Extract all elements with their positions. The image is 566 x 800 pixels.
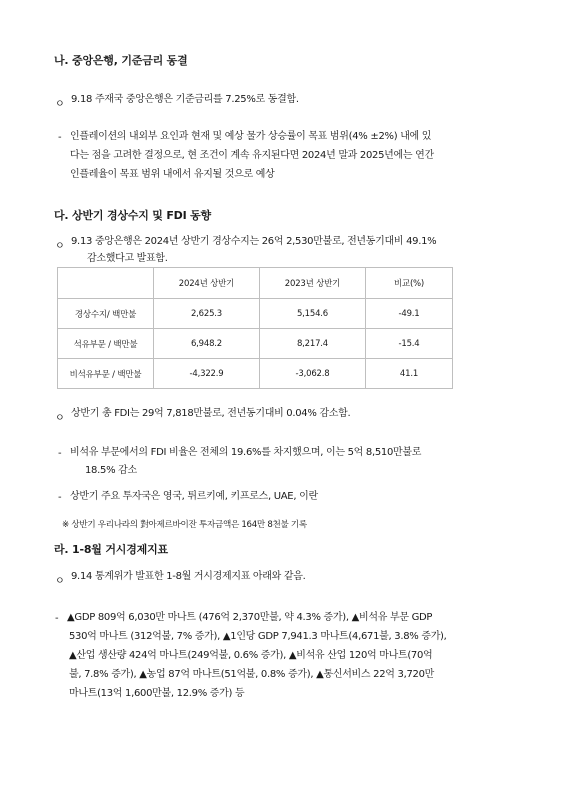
bullet-mark: ㅇ — [55, 99, 65, 110]
bullet-mark: ㅇ — [55, 413, 65, 424]
table-cell: 석유부문 / 백만불 — [58, 329, 154, 359]
current-account-table — [57, 267, 453, 389]
da-note: ※ 상반기 우리나라의 對아제르바이잔 투자금액은 164만 8천불 기록 — [62, 520, 307, 530]
table-cell: -15.4 — [366, 329, 453, 359]
na-dash-1-line-2: 다는 점을 고려한 결정으로, 현 조건이 계속 유지된다면 2024년 말과 2025년에는 연간 — [70, 150, 434, 161]
table-row — [58, 359, 453, 389]
table-cell: 6,948.2 — [154, 329, 260, 359]
table-header-cell: 2023년 상반기 — [260, 268, 366, 299]
bullet-mark: ㅇ — [55, 576, 65, 587]
ra-bullet-1: 9.14 통계위가 발표한 1-8월 거시경제지표 아래와 같음. — [71, 571, 306, 582]
na-dash-1-line-1: 인플레이션의 내외부 요인과 현재 및 예상 물가 상승률이 목표 범위(4% ±2%) 내에 있 — [70, 131, 432, 142]
dash-mark: - — [58, 132, 62, 143]
da-dash-2: 상반기 주요 투자국은 영국, 튀르키예, 키프로스, UAE, 이란 — [70, 491, 318, 502]
table-cell: -3,062.8 — [260, 359, 366, 389]
table-cell: 5,154.6 — [260, 299, 366, 329]
section-heading-na: 나. 중앙은행, 기준금리 동결 — [54, 54, 188, 67]
na-dash-1-line-3: 인플레율이 목표 범위 내에서 유지될 것으로 예상 — [70, 169, 275, 180]
dash-mark: - — [55, 613, 59, 624]
da-bullet-1-line-1: 9.13 중앙은행은 2024년 상반기 경상수지는 26억 2,530만불로, 전년동기대비 49.1% — [71, 236, 437, 247]
na-bullet-1: 9.18 주재국 중앙은행은 기준금리를 7.25%로 동결함. — [71, 94, 299, 105]
table-row — [58, 299, 453, 329]
table-header-cell: 2024년 상반기 — [154, 268, 260, 299]
da-dash-1-line-2: 18.5% 감소 — [85, 465, 137, 476]
da-dash-1-line-1: 비석유 부문에서의 FDI 비율은 전체의 19.6%를 차지했으며, 이는 5억 8,510만불로 — [70, 447, 422, 458]
table-header-cell — [58, 268, 154, 299]
ra-dash-1-line-4: 불, 7.8% 증가), ▲농업 87억 마나트(51억불, 0.8% 증가), ▲통신서비스 22억 3,720만 — [69, 669, 434, 680]
dash-mark: - — [58, 448, 62, 459]
ra-dash-1-line-3: ▲산업 생산량 424억 마나트(249억불, 0.6% 증가), ▲비석유 산업 120억 마나트(70억 — [69, 650, 433, 661]
table-cell: 2,625.3 — [154, 299, 260, 329]
table-row — [58, 329, 453, 359]
table-cell: -4,322.9 — [154, 359, 260, 389]
ra-dash-1-line-5: 마나트(13억 1,600만불, 12.9% 증가) 등 — [69, 688, 245, 699]
ra-dash-1-line-1: ▲GDP 809억 6,030만 마나트 (476억 2,370만불, 약 4.3% 증가), ▲비석유 부문 GDP — [67, 612, 433, 623]
table-cell: 41.1 — [366, 359, 453, 389]
table-cell: 비석유부문 / 백만불 — [58, 359, 154, 389]
table-cell: -49.1 — [366, 299, 453, 329]
table-cell: 경상수지/ 백만불 — [58, 299, 154, 329]
table-header-cell: 비교(%) — [366, 268, 453, 299]
da-bullet-1-line-2: 감소했다고 발표함. — [87, 253, 168, 264]
da-bullet-2: 상반기 총 FDI는 29억 7,818만불로, 전년동기대비 0.04% 감소함. — [71, 408, 351, 419]
table-cell: 8,217.4 — [260, 329, 366, 359]
section-heading-ra: 라. 1-8월 거시경제지표 — [54, 543, 168, 556]
dash-mark: - — [58, 492, 62, 503]
ra-dash-1-line-2: 530억 마나트 (312억불, 7% 증가), ▲1인당 GDP 7,941.3 마나트(4,671불, 3.8% 증가), — [69, 631, 447, 642]
table-header-row — [58, 268, 453, 299]
bullet-mark: ㅇ — [55, 241, 65, 252]
section-heading-da: 다. 상반기 경상수지 및 FDI 동향 — [54, 209, 211, 222]
